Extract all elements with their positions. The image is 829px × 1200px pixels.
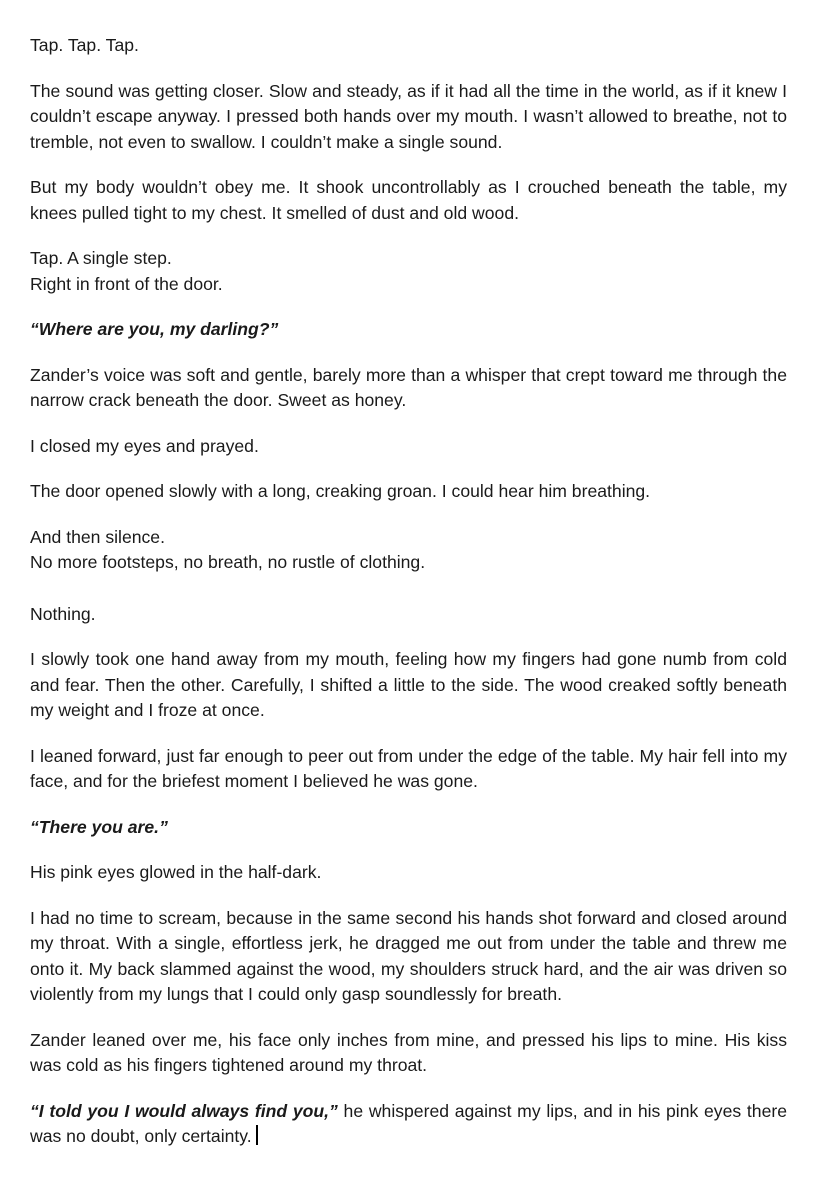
paragraph-line: No more footsteps, no breath, no rustle of clothing.	[30, 552, 426, 572]
paragraph-line: And then silence.	[30, 526, 165, 547]
paragraph: But my body wouldn’t obey me. It shook uncontrollably as I crouched beneath the table, my knees pulled tight to my chest. It smelled of dust and old wood.	[30, 177, 787, 223]
paragraph: I slowly took one hand away from my mouth, feeling how my fingers had gone numb from cold and fear. Then the other. Carefully, I shifted a little to the side. The wood creaked softly beneath my weight and I froze at once.	[30, 649, 787, 720]
paragraph-line: Right in front of the door.	[30, 273, 223, 294]
paragraph: Tap. Tap. Tap.	[30, 35, 139, 55]
paragraph: His pink eyes glowed in the half-dark.	[30, 862, 322, 882]
dialogue-line: “There you are.”	[30, 816, 168, 837]
paragraph: The door opened slowly with a long, creaking groan. I could hear him breathing.	[30, 481, 651, 501]
text-cursor	[256, 1125, 258, 1145]
paragraph: The sound was getting closer. Slow and steady, as if it had all the time in the world, as if it knew I couldn’t escape anyway. I pressed both hands over my mouth. I wasn’t allowed to breathe, not to tremble, not even to swallow. I couldn’t make a single sound.	[30, 80, 787, 152]
paragraph: I leaned forward, just far enough to peer out from under the edge of the table. My hair fell into my face, and for the briefest moment I believed he was gone.	[30, 745, 787, 791]
paragraph: I had no time to scream, because in the same second his hands shot forward and closed around my throat. With a single, effortless jerk, he dragged me out from under the table and threw me onto it. My back slammed against the wood, my shoulders struck hard, and the air was driven so violently from my lungs that I could only gasp soundlessly for breath.	[30, 907, 787, 1004]
paragraph-line: Tap. A single step.	[30, 248, 172, 268]
paragraph: Nothing.	[30, 603, 96, 624]
dialogue-fragment: “I told you I would always find you,”	[30, 1100, 338, 1121]
paragraph: I closed my eyes and prayed.	[30, 435, 259, 456]
paragraph	[30, 525, 787, 576]
paragraph: Zander’s voice was soft and gentle, barely more than a whisper that crept toward me through the narrow crack beneath the door. Sweet as honey.	[30, 364, 787, 410]
paragraph-text: he whispered against my lips, and in his pink eyes there was no doubt, only certainty.	[30, 1100, 787, 1146]
paragraph	[30, 1099, 787, 1150]
paragraph: Zander leaned over me, his face only inches from mine, and pressed his lips to mine. His kiss was cold as his fingers tightened around my throat.	[30, 1029, 787, 1075]
dialogue-line: “Where are you, my darling?”	[30, 319, 279, 339]
paragraph	[30, 246, 787, 297]
